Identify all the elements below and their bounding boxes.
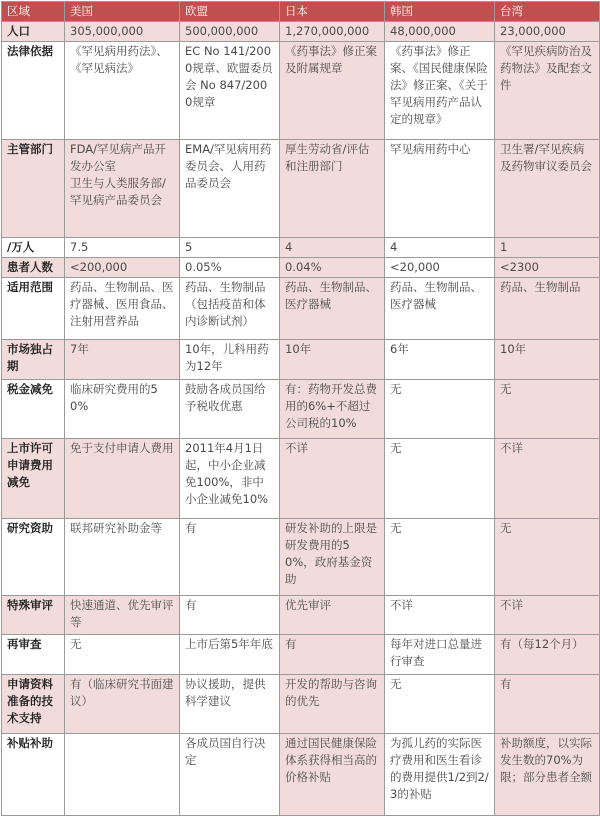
table-cell: 500,000,000 <box>180 22 280 42</box>
table-cell: 无 <box>495 518 600 595</box>
table-cell: 上市后第5年年底 <box>180 634 280 675</box>
row-label: 人口 <box>2 22 65 42</box>
table-cell: <20,000 <box>385 258 495 278</box>
table-cell: 开发的帮助与咨询的优先 <box>280 675 385 734</box>
table-cell: 药品、生物制品、医疗器械 <box>385 278 495 339</box>
row-label: 税金减免 <box>2 380 65 439</box>
table-cell: 有 <box>180 518 280 595</box>
row-label: 研究资助 <box>2 518 65 595</box>
table-cell: 有（临床研究书面建议） <box>65 675 180 734</box>
table-cell: 《药事法》修正案及附属规章 <box>280 42 385 140</box>
table-cell: 0.04% <box>280 258 385 278</box>
table-cell: 《罕见病用药法》、《罕见病法》 <box>65 42 180 140</box>
table-cell <box>65 734 180 816</box>
table-cell: 1,270,000,000 <box>280 22 385 42</box>
table-cell: 无 <box>385 380 495 439</box>
table-cell: 药品、生物制品、医疗器械 <box>280 278 385 339</box>
table-cell: 药品、生物制品、医疗器械、医用食品、注射用营养品 <box>65 278 180 339</box>
table-cell: 有 <box>495 675 600 734</box>
table-cell: 通过国民健康保险体系获得相当高的价格补贴 <box>280 734 385 816</box>
table-row <box>2 439 600 518</box>
row-label: 患者人数 <box>2 258 65 278</box>
header-eu: 欧盟 <box>180 2 280 22</box>
table-cell: 快速通道、优先审评等 <box>65 596 180 635</box>
row-label: /万人 <box>2 237 65 257</box>
table-row <box>2 734 600 816</box>
table-cell: 各成员国自行决定 <box>180 734 280 816</box>
header-taiwan: 台湾 <box>495 2 600 22</box>
header-usa: 美国 <box>65 2 180 22</box>
table-cell: EC No 141/2000规章、欧盟委员会 No 847/2000规章 <box>180 42 280 140</box>
table-cell: 不详 <box>495 596 600 635</box>
row-label: 申请资料准备的技术支持 <box>2 675 65 734</box>
row-label: 上市许可申请费用减免 <box>2 439 65 518</box>
header-row <box>2 2 600 22</box>
table-cell: 药品、生物制品（包括疫苗和体内诊断试剂） <box>180 278 280 339</box>
table-cell: 免于支付申请人费用 <box>65 439 180 518</box>
table-cell: 每年对进口总量进行审查 <box>385 634 495 675</box>
table-cell: 不详 <box>280 439 385 518</box>
table-cell: 临床研究费用的50% <box>65 380 180 439</box>
table-cell: 有 <box>280 634 385 675</box>
table-row <box>2 42 600 140</box>
table-cell: 23,000,000 <box>495 22 600 42</box>
table-cell: 1 <box>495 237 600 257</box>
table-cell: 无 <box>385 439 495 518</box>
table-cell: 10年 <box>280 339 385 380</box>
table-row <box>2 596 600 635</box>
table-cell: 有（每12个月） <box>495 634 600 675</box>
table-cell: 无 <box>385 518 495 595</box>
table-row <box>2 237 600 257</box>
table-cell: 0.05% <box>180 258 280 278</box>
table-cell: 厚生劳动省/评估和注册部门 <box>280 140 385 238</box>
table-cell: <2300 <box>495 258 600 278</box>
table-row <box>2 518 600 595</box>
table-cell: 《罕见疾病防治及药物法》及配套文件 <box>495 42 600 140</box>
table-cell: 联邦研究补助金等 <box>65 518 180 595</box>
header-japan: 日本 <box>280 2 385 22</box>
table-cell: 《药事法》修正案、《国民健康保险法》修正案、《关于罕见病用药产品认定的规章》 <box>385 42 495 140</box>
table-cell: 无 <box>65 634 180 675</box>
table-row <box>2 258 600 278</box>
table-cell: 无 <box>495 380 600 439</box>
table-cell: EMA/罕见病用药委员会、人用药品委员会 <box>180 140 280 238</box>
table-cell: 卫生署/罕见疾病及药物审议委员会 <box>495 140 600 238</box>
table-cell: 有 <box>180 596 280 635</box>
table-cell: 不详 <box>385 596 495 635</box>
table-cell: 4 <box>385 237 495 257</box>
table-cell: FDA/罕见病产品开发办公室 卫生与人类服务部/罕见病产品委员会 <box>65 140 180 238</box>
table-cell: 鼓励各成员国给予税收优惠 <box>180 380 280 439</box>
table-cell: 6年 <box>385 339 495 380</box>
row-label: 特殊审评 <box>2 596 65 635</box>
header-korea: 韩国 <box>385 2 495 22</box>
row-label: 补贴补助 <box>2 734 65 816</box>
table-row <box>2 675 600 734</box>
table-row <box>2 380 600 439</box>
row-label: 再审查 <box>2 634 65 675</box>
table-cell: 无 <box>385 675 495 734</box>
row-label: 主管部门 <box>2 140 65 238</box>
table-cell: 有：药物开发总费用的6%+不超过公司税的10% <box>280 380 385 439</box>
table-cell: 5 <box>180 237 280 257</box>
table-cell: 48,000,000 <box>385 22 495 42</box>
table-cell: 4 <box>280 237 385 257</box>
row-label: 适用范围 <box>2 278 65 339</box>
table-cell: 罕见病用药中心 <box>385 140 495 238</box>
table-row <box>2 22 600 42</box>
table-row <box>2 140 600 238</box>
table-cell: 10年，儿科用药为12年 <box>180 339 280 380</box>
table-cell: 为孤儿药的实际医疗费用和医生看诊的费用提供1/2到2/3的补贴 <box>385 734 495 816</box>
table-row <box>2 339 600 380</box>
table-cell: 研发补助的上限是研发费用的50%，政府基金资助 <box>280 518 385 595</box>
table-cell: 协议援助，提供科学建议 <box>180 675 280 734</box>
table-cell: 补助额度，以实际发生数的70%为限；部分患者全额 <box>495 734 600 816</box>
orphan-drug-policy-table <box>1 1 600 816</box>
table-row <box>2 634 600 675</box>
table-cell: 305,000,000 <box>65 22 180 42</box>
table-cell: 不详 <box>495 439 600 518</box>
table-cell: 优先审评 <box>280 596 385 635</box>
row-label: 法律依据 <box>2 42 65 140</box>
table-cell: 10年 <box>495 339 600 380</box>
table-cell: 7年 <box>65 339 180 380</box>
header-region: 区域 <box>2 2 65 22</box>
table-cell: 2011年4月1日起，中小企业减免100%，非中小企业减免10% <box>180 439 280 518</box>
table-cell: <200,000 <box>65 258 180 278</box>
table-cell: 药品、生物制品 <box>495 278 600 339</box>
table-cell: 7.5 <box>65 237 180 257</box>
table-row <box>2 278 600 339</box>
row-label: 市场独占期 <box>2 339 65 380</box>
